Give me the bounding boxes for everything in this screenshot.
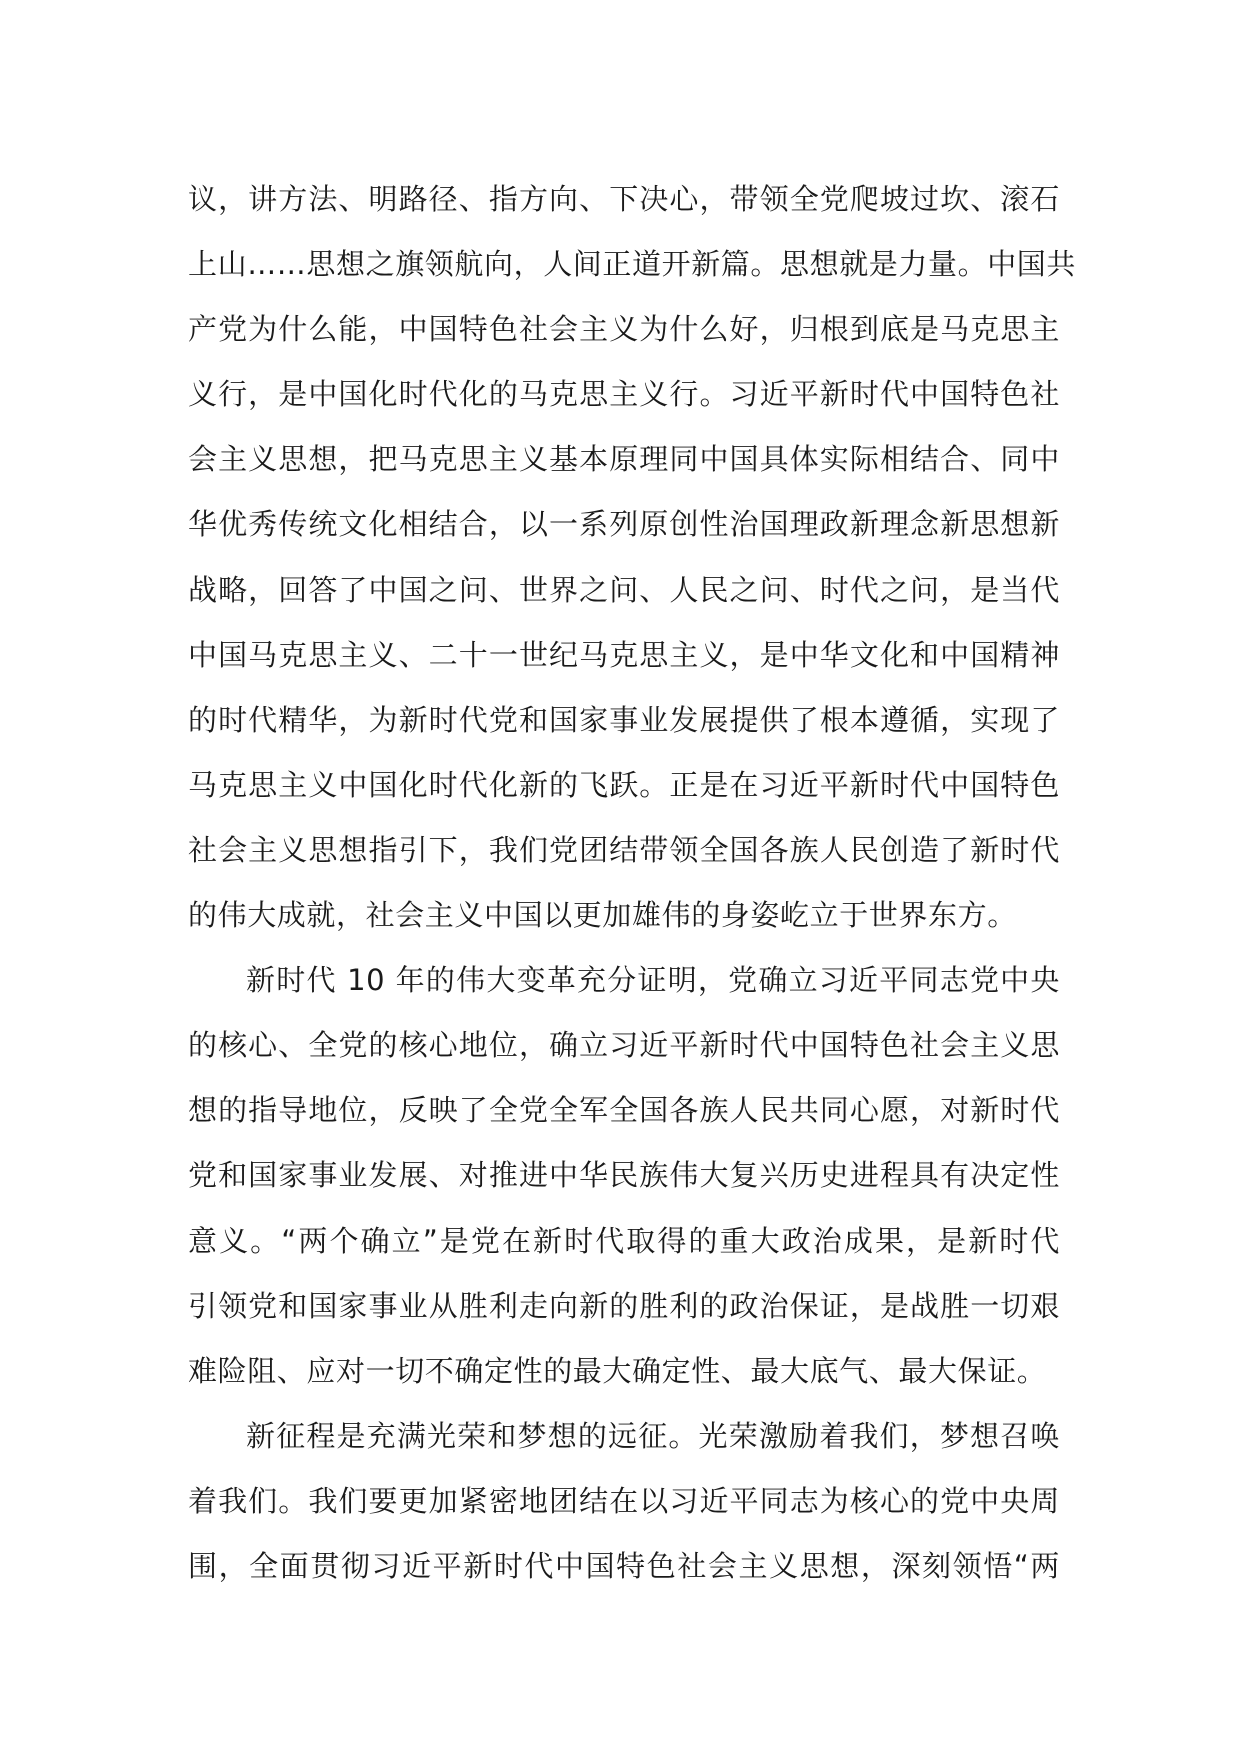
paragraph-1-line-7: 战略，回答了中国之问、世界之问、人民之问、时代之问，是当代 (188, 572, 1060, 607)
paragraph-1-line-10: 马克思主义中国化时代化新的飞跃。正是在习近平新时代中国特色 (188, 767, 1060, 802)
paragraph-2-line-6: 引领党和国家事业从胜利走向新的胜利的政治保证，是战胜一切艰 (188, 1288, 1060, 1323)
body-text (188, 167, 1077, 1599)
paragraph-1-line-8: 中国马克思主义、二十一世纪马克思主义，是中华文化和中国精神 (188, 637, 1060, 672)
paragraph-1-line-9: 的时代精华，为新时代党和国家事业发展提供了根本遵循，实现了 (188, 702, 1060, 737)
paragraph-2-line-7: 难险阻、应对一切不确定性的最大确定性、最大底气、最大保证。 (188, 1353, 1047, 1388)
paragraph-2-line-1: 新时代 10 年的伟大变革充分证明，党确立习近平同志党中央 (246, 963, 1060, 998)
paragraph-2-line-5: 意义。“两个确立”是党在新时代取得的重大政治成果，是新时代 (188, 1223, 1060, 1258)
paragraph-3-line-3: 围，全面贯彻习近平新时代中国特色社会主义思想，深刻领悟“两 (188, 1548, 1060, 1583)
paragraph-2-line-3: 想的指导地位，反映了全党全军全国各族人民共同心愿，对新时代 (188, 1093, 1060, 1128)
paragraph-1-line-4: 义行，是中国化时代化的马克思主义行。习近平新时代中国特色社 (188, 377, 1060, 412)
paragraph-1-line-5: 会主义思想，把马克思主义基本原理同中国具体实际相结合、同中 (188, 442, 1060, 477)
paragraph-2-line-2: 的核心、全党的核心地位，确立习近平新时代中国特色社会主义思 (188, 1028, 1060, 1063)
paragraph-1-line-11: 社会主义思想指引下，我们党团结带领全国各族人民创造了新时代 (188, 832, 1060, 867)
paragraph-1-line-2: 上山……思想之旗领航向，人间正道开新篇。思想就是力量。中国共 (188, 247, 1077, 282)
paragraph-1-line-1: 议，讲方法、明路径、指方向、下决心，带领全党爬坡过坎、滚石 (188, 182, 1060, 216)
paragraph-2-line-4: 党和国家事业发展、对推进中华民族伟大复兴历史进程具有决定性 (188, 1158, 1060, 1193)
paragraph-1-line-3: 产党为什么能，中国特色社会主义为什么好，归根到底是马克思主 (188, 312, 1060, 347)
paragraph-3-line-2: 着我们。我们要更加紧密地团结在以习近平同志为核心的党中央周 (188, 1483, 1060, 1518)
paragraph-3-line-1: 新征程是充满光荣和梦想的远征。光荣激励着我们，梦想召唤 (246, 1418, 1060, 1453)
paragraph-1-line-6: 华优秀传统文化相结合，以一系列原创性治国理政新理念新思想新 (188, 507, 1060, 542)
paragraph-1-line-12: 的伟大成就，社会主义中国以更加雄伟的身姿屹立于世界东方。 (188, 898, 1017, 933)
